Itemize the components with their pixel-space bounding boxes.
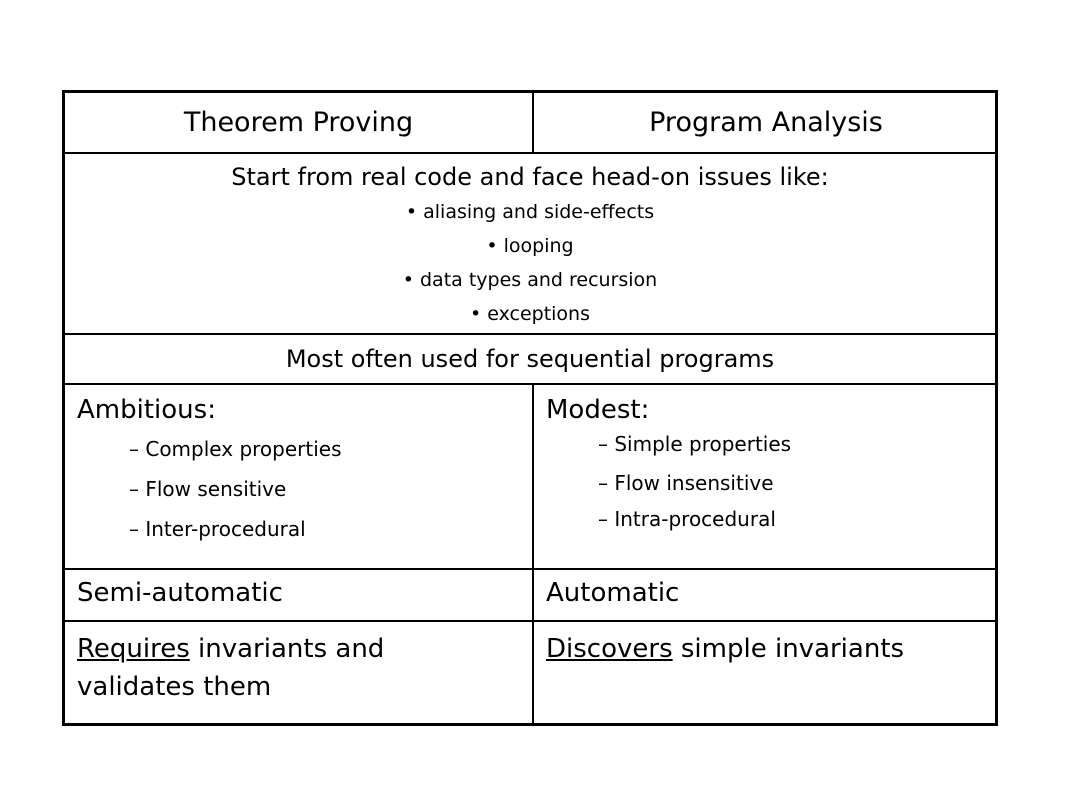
ambitious-item: – Inter-procedural — [129, 517, 306, 541]
header-row — [65, 93, 995, 154]
modest-item: – Simple properties — [598, 432, 792, 456]
issue-item: • aliasing and side-effects — [405, 201, 655, 223]
issue-list — [65, 195, 995, 331]
issue-item: • looping — [486, 235, 574, 257]
requires-rest: invariants and — [189, 634, 385, 664]
usage-row — [65, 335, 995, 385]
requires-invariants-cell — [65, 622, 532, 726]
ambitious-title: Ambitious: — [77, 395, 216, 425]
modest-item: – Flow insensitive — [598, 471, 774, 495]
usage-text: Most often used for sequential programs — [285, 345, 775, 373]
column-divider — [532, 93, 534, 154]
modest-cell — [534, 385, 998, 568]
common-issues-row — [65, 154, 995, 335]
discovers-invariants-cell — [534, 622, 998, 726]
issue-item: • exceptions — [469, 303, 590, 325]
column-divider — [532, 385, 534, 726]
semi-automatic-cell: Semi-automatic — [77, 578, 283, 608]
header-program-analysis: Program Analysis — [649, 107, 883, 138]
scope-row — [65, 385, 995, 570]
requires-word: Requires — [77, 634, 190, 664]
comparison-table — [62, 90, 998, 726]
ambitious-item: – Flow sensitive — [129, 477, 287, 501]
discovers-word: Discovers — [546, 634, 673, 664]
common-intro: Start from real code and face head-on issues like: — [231, 163, 829, 191]
discovers-rest: simple invariants — [672, 634, 905, 664]
automation-row — [65, 570, 995, 622]
invariants-row — [65, 622, 995, 726]
ambitious-item: – Complex properties — [129, 437, 342, 461]
ambitious-cell — [65, 385, 532, 568]
modest-item: – Intra-procedural — [598, 507, 776, 531]
header-theorem-proving: Theorem Proving — [183, 107, 414, 138]
modest-title: Modest: — [546, 395, 650, 425]
automatic-cell: Automatic — [546, 578, 680, 608]
validates-text: validates them — [77, 672, 272, 702]
issue-item: • data types and recursion — [402, 269, 658, 291]
